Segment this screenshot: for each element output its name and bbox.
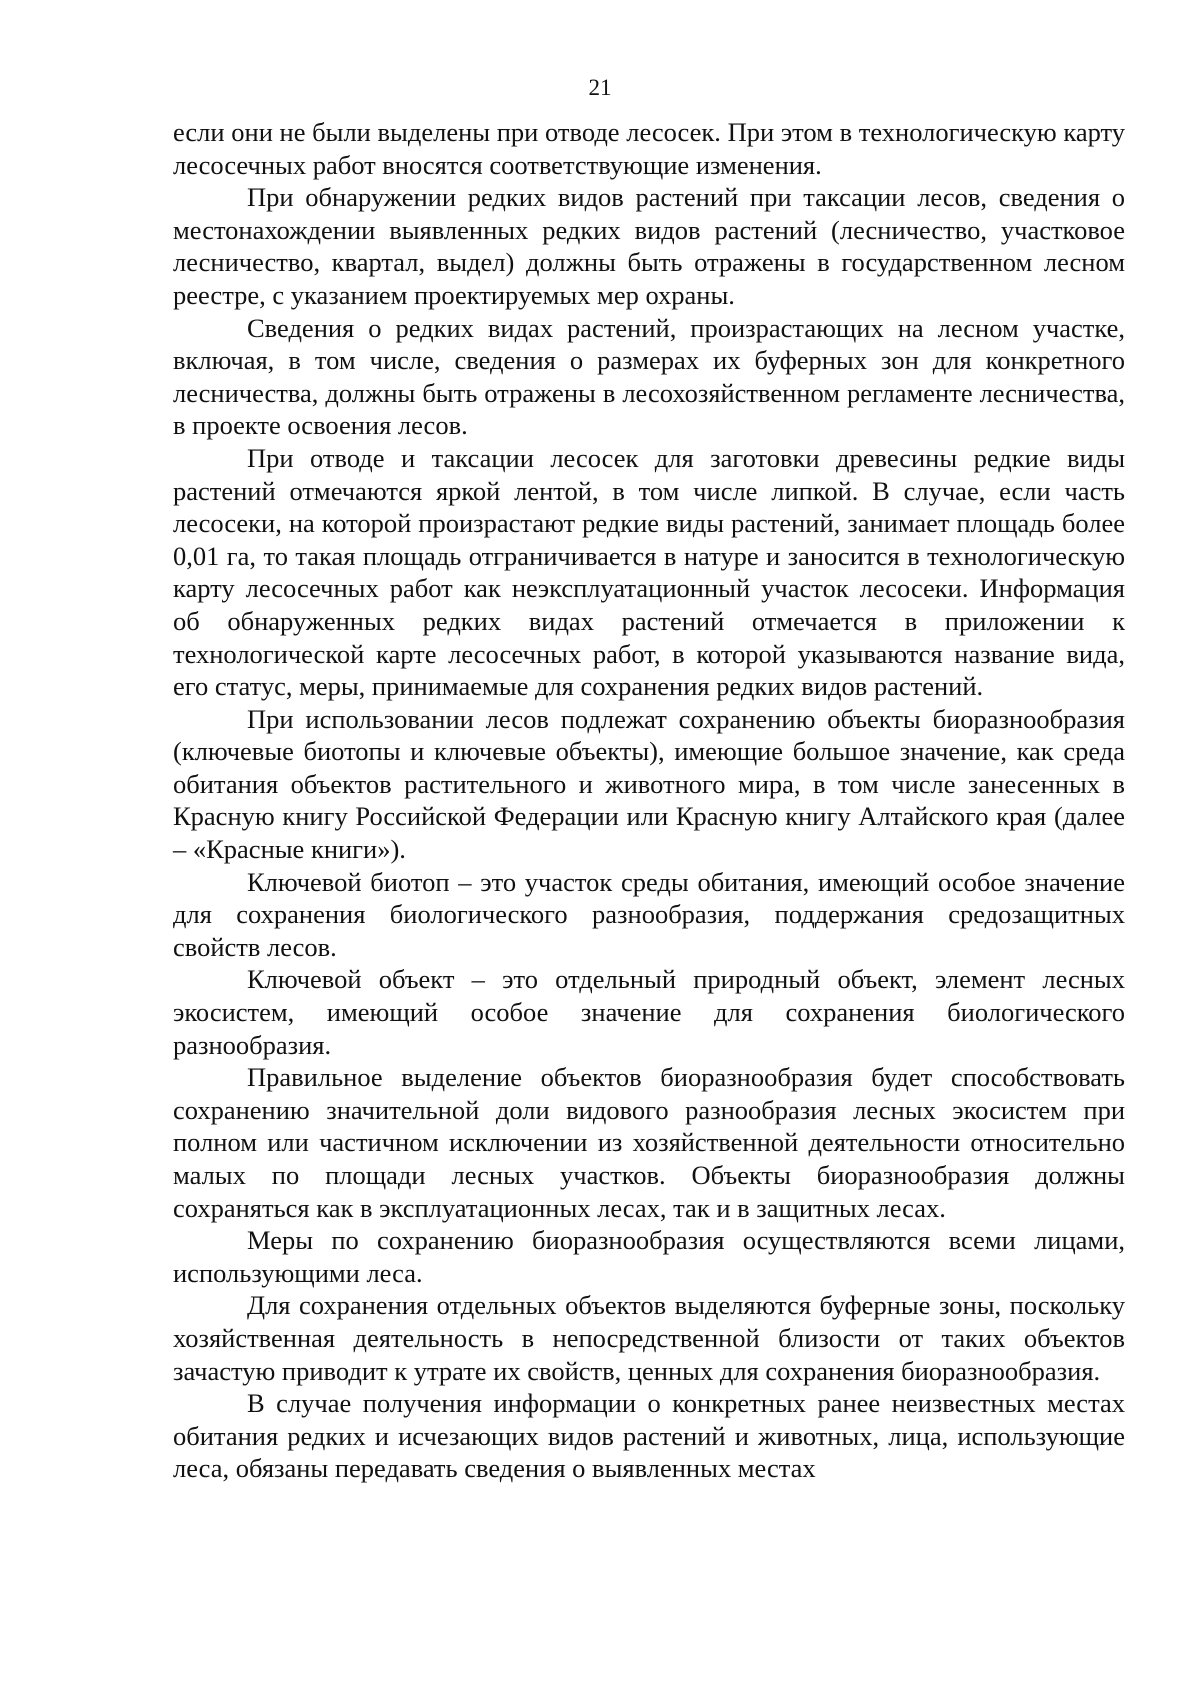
paragraph-rare-plants-taxation: При обнаружении редких видов растений при таксации лесов, сведения о местонахождении выявленных редких видов растений (лесничество, участковое лесничество, квартал, выдел) должны быть отражены в государственном лесном реестре, с указанием проектируемых мер охраны. <box>173 182 1125 310</box>
paragraph-biodiversity-measures: Меры по сохранению биоразнообразия осуществляются всеми лицами, использующими леса. <box>173 1225 1125 1288</box>
paragraph-key-biotope-definition: Ключевой биотоп – это участок среды обитания, имеющий особое значение для сохранения биологического разнообразия, поддержания средозащитных свойств лесов. <box>173 866 1125 962</box>
document-body <box>173 116 1125 1485</box>
paragraph-biodiversity-allocation: Правильное выделение объектов биоразнообразия будет способствовать сохранению значительной доли видового разнообразия лесных экосистем при полном или частичном исключении из хозяйственной деятельности относительно малых по площади лесных участков. Объекты биоразнообразия должны сохраняться как в эксплуатационных лесах, так и в защитных лесах. <box>173 1062 1125 1223</box>
page-number: 21 <box>588 75 612 100</box>
paragraph-continuation: если они не были выделены при отводе лесосек. При этом в технологическую карту лесосечных работ вносятся соответствующие изменения. <box>173 117 1125 180</box>
paragraph-buffer-zones: Для сохранения отдельных объектов выделяются буферные зоны, поскольку хозяйственная деятельность в непосредственной близости от таких объектов зачастую приводит к утрате их свойств, ценных для сохранения биоразнообразия. <box>173 1290 1125 1386</box>
paragraph-key-object-definition: Ключевой объект – это отдельный природный объект, элемент лесных экосистем, имеющий особое значение для сохранения биологического разнообразия. <box>173 964 1125 1060</box>
paragraph-biodiversity-objects: При использовании лесов подлежат сохранению объекты биоразнообразия (ключевые биотопы и ключевые объекты), имеющие большое значение, как среда обитания объектов растительного и животного мира, в том числе занесенных в Красную книгу Российской Федерации или Красную книгу Алтайского края (далее – «Красные книги»). <box>173 703 1125 865</box>
paragraph-rare-plants-regulations: Сведения о редких видах растений, произрастающих на лесном участке, включая, в том числе, сведения о размерах их буферных зон для конкретного лесничества, должны быть отражены в лесохозяйственном регламенте лесничества, в проекте освоения лесов. <box>173 312 1125 441</box>
paragraph-logging-site-marking: При отводе и таксации лесосек для заготовки древесины редкие виды растений отмечаются яркой лентой, в том числе липкой. В случае, если часть лесосеки, на которой произрастают редкие виды растений, занимает площадь более 0,01 га, то такая площадь отграничивается в натуре и заносится в технологическую карту лесосечных работ как неэксплуатационный участок лесосеки. Информация об обнаруженных редких видах растений отмечается в приложении к технологической карте лесосечных работ, в которой указываются название вида, его статус, меры, принимаемые для сохранения редких видов растений. <box>173 442 1125 702</box>
paragraph-habitat-reporting: В случае получения информации о конкретных ранее неизвестных местах обитания редких и исчезающих видов растений и животных, лица, использующие леса, обязаны передавать сведения о выявленных местах <box>173 1388 1125 1484</box>
